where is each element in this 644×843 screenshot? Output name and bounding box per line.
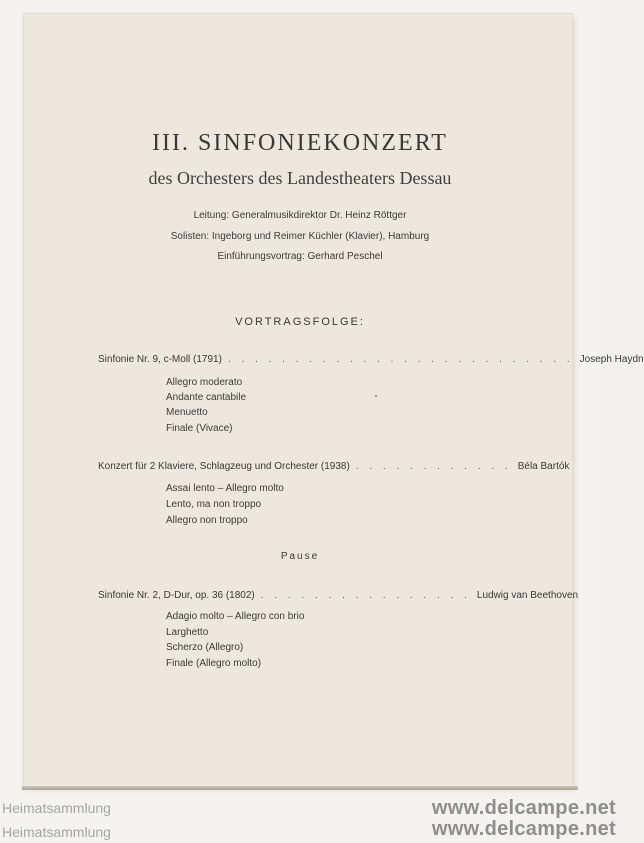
work-composer: Béla Bartók	[517, 461, 570, 472]
work-composer: Ludwig van Beethoven	[476, 590, 579, 601]
credit-soloists: Solisten: Ingeborg und Reimer Küchler (Klavier), Hamburg	[170, 231, 430, 242]
paper-speck	[375, 395, 377, 397]
movement-item: Lento, ma non troppo	[166, 499, 262, 510]
watermark-url[interactable]: www.delcampe.net	[431, 797, 616, 819]
program-heading: VORTRAGSFOLGE:	[235, 316, 365, 328]
work-title: Sinfonie Nr. 9, c-Moll (1791)	[98, 354, 222, 365]
intermission-label: Pause	[280, 551, 320, 562]
movement-item: Adagio molto – Allegro con brio	[166, 611, 305, 622]
movement-item: Menuetto	[166, 407, 208, 418]
leader-dots: . . . . . . . . . . . . . . . . . . . . . . . . . .	[227, 354, 574, 365]
watermark-text-left: Heimatsammlung	[2, 800, 111, 816]
work-row	[98, 590, 579, 601]
movement-item: Andante cantabile	[166, 392, 247, 403]
movement-item: Allegro non troppo	[166, 515, 248, 526]
movement-item: Larghetto	[166, 627, 209, 638]
leader-dots: . . . . . . . . . . . . . . . .	[260, 590, 471, 601]
watermark-url[interactable]: www.delcampe.net	[431, 818, 616, 840]
sheet-bottom-edge	[22, 786, 578, 790]
work-row	[98, 354, 644, 365]
concert-subtitle: des Orchesters des Landestheaters Dessau	[148, 168, 452, 188]
movement-item: Finale (Allegro molto)	[166, 658, 262, 669]
work-title: Konzert für 2 Klaviere, Schlagzeug und Orchester (1938)	[98, 461, 350, 472]
movement-item: Assai lento – Allegro molto	[166, 483, 284, 494]
work-title: Sinfonie Nr. 2, D-Dur, op. 36 (1802)	[98, 590, 255, 601]
movement-item: Finale (Vivace)	[166, 423, 233, 434]
concert-title: III. SINFONIEKONZERT	[152, 130, 448, 156]
work-composer: Joseph Haydn	[579, 354, 644, 365]
leader-dots: . . . . . . . . . . . .	[355, 461, 512, 472]
work-row	[98, 461, 570, 472]
movement-item: Scherzo (Allegro)	[166, 642, 244, 653]
credit-conductor: Leitung: Generalmusikdirektor Dr. Heinz Röttger	[193, 210, 407, 221]
credit-lecture: Einführungsvortrag: Gerhard Peschel	[217, 251, 383, 262]
watermark-text-left: Heimatsammlung	[2, 824, 111, 840]
movement-item: Allegro moderato	[166, 377, 243, 388]
